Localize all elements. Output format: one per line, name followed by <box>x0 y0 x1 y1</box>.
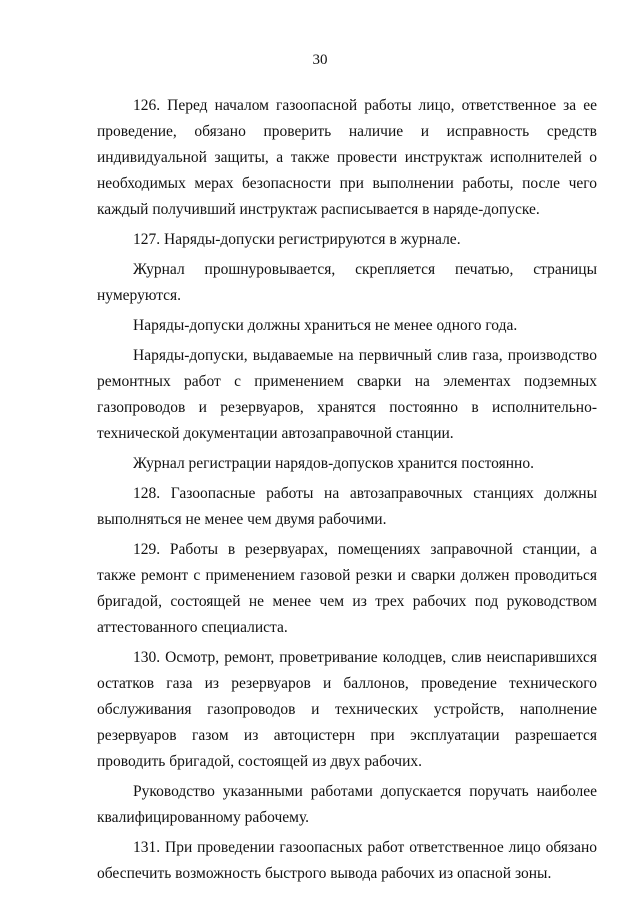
document-body <box>97 93 597 891</box>
paragraph-130: 130. Осмотр, ремонт, проветривание колодцев, слив неиспарившихся остатков газа из резервуаров и баллонов, проведение технического обслуживания газопроводов и технических устройств, наполнение резервуаров газом из автоцистерн при эксплуатации разрешается проводить бригадой, состоящей из двух рабочих. <box>97 649 597 770</box>
paragraph-126: 126. Перед началом газоопасной работы лицо, ответственное за ее проведение, обязано проверить наличие и исправность средств индивидуальной защиты, а также провести инструктаж исполнителей о необходимых мерах безопасности при выполнении работы, после чего каждый получивший инструктаж расписывается в наряде-допуске. <box>97 97 597 218</box>
paragraph-129: 129. Работы в резервуарах, помещениях заправочной станции, а также ремонт с применением газовой резки и сварки должен проводиться бригадой, состоящей не менее чем из трех рабочих под руководством аттестованного специалиста. <box>97 541 597 636</box>
paragraph-127: 127. Наряды-допуски регистрируются в журнале. <box>133 231 461 248</box>
paragraph-storage-period: Наряды-допуски должны храниться не менее одного года. <box>133 317 518 334</box>
paragraph-permanent-storage: Наряды-допуски, выдаваемые на первичный слив газа, производство ремонтных работ с применением сварки на элементах подземных газопроводов и резервуаров, хранятся постоянно в исполнительно-технической документации автозаправочной станции. <box>97 347 597 442</box>
paragraph-131: 131. При проведении газоопасных работ ответственное лицо обязано обеспечить возможность быстрого вывода рабочих из опасной зоны. <box>97 839 597 882</box>
page-number: 30 <box>312 52 328 68</box>
paragraph-journal-binding: Журнал прошнуровывается, скрепляется печатью, страницы нумеруются. <box>97 261 597 304</box>
paragraph-supervision: Руководство указанными работами допускается поручать наиболее квалифицированному рабочему. <box>97 783 597 826</box>
paragraph-journal-storage: Журнал регистрации нарядов-допусков хранится постоянно. <box>133 455 534 472</box>
paragraph-128: 128. Газоопасные работы на автозаправочных станциях должны выполняться не менее чем двумя рабочими. <box>97 485 597 528</box>
